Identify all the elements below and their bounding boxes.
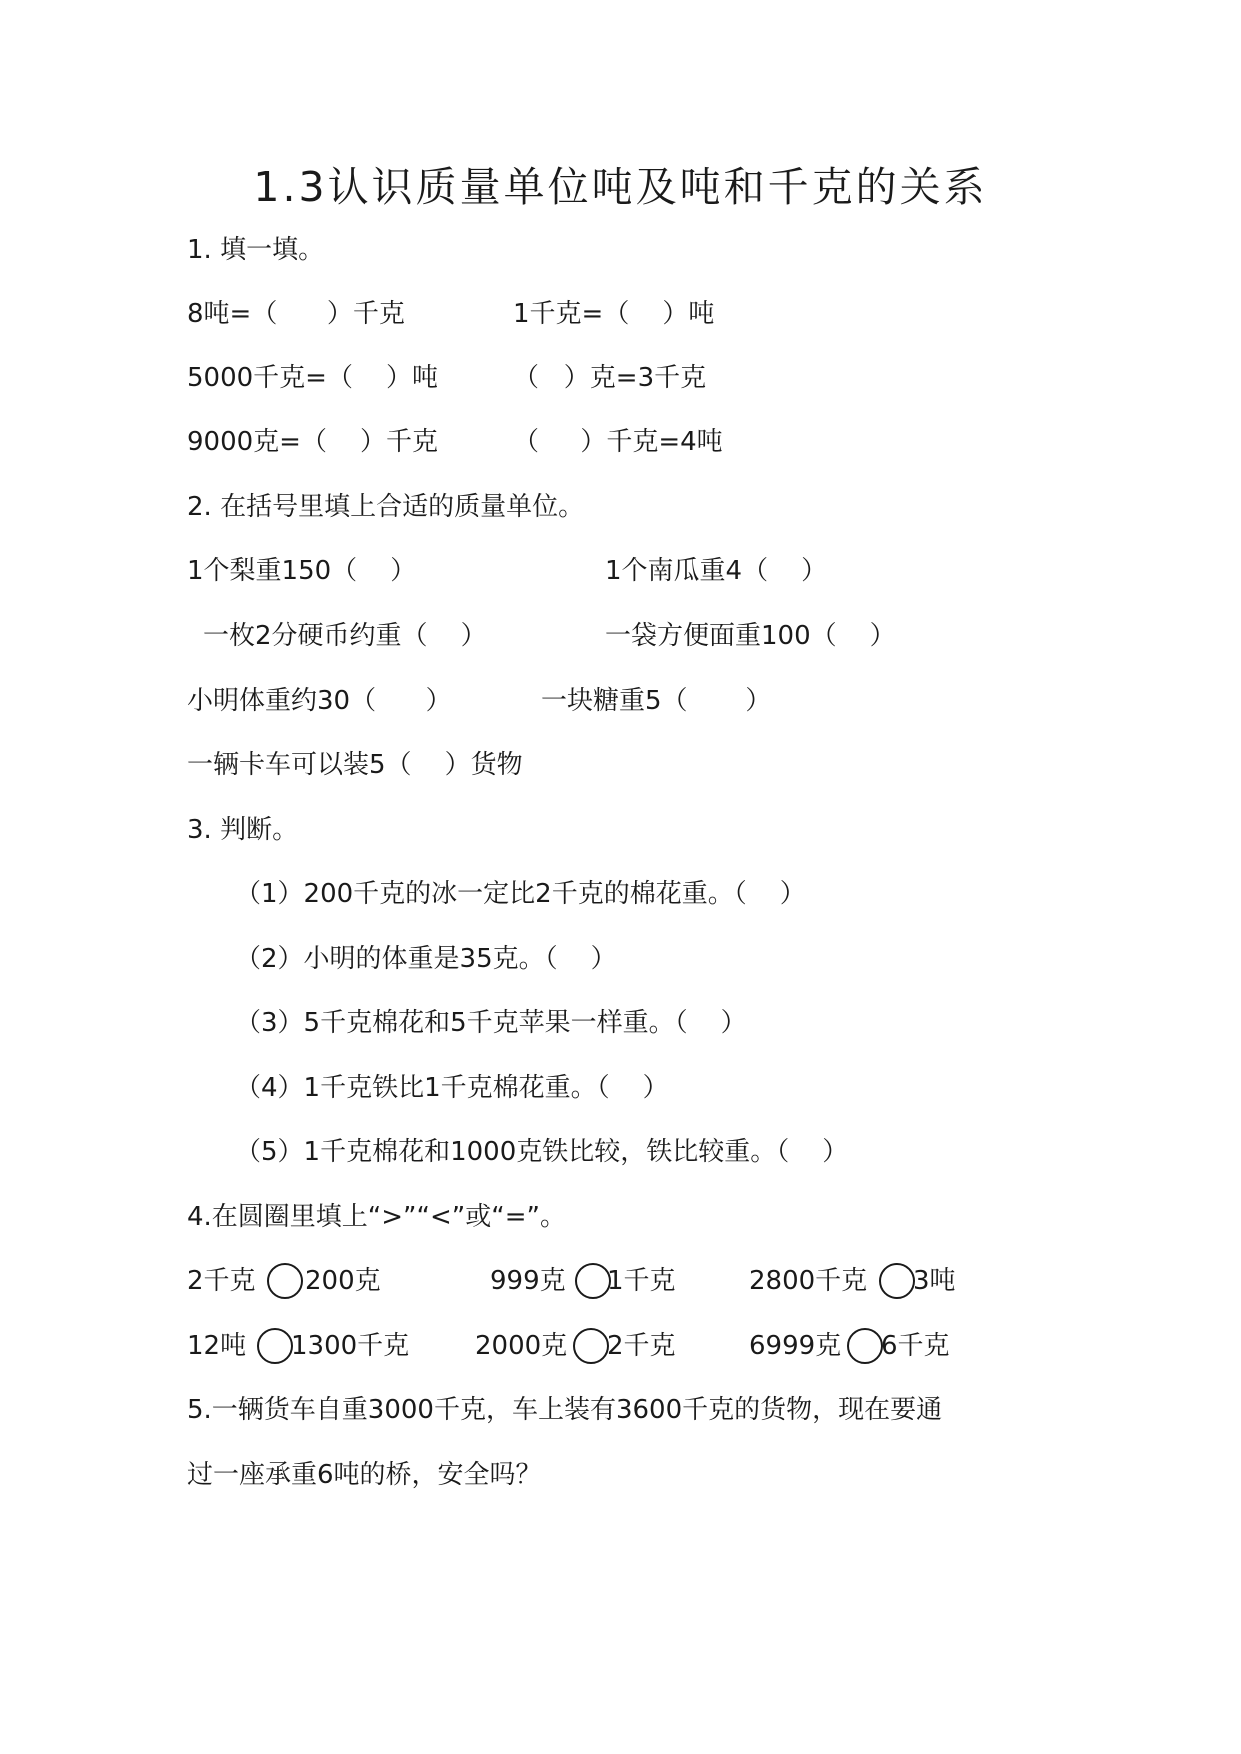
compare-right: 1300千克 — [291, 1331, 410, 1361]
compare-circle[interactable] — [573, 1328, 609, 1364]
fill-item: （ ）克=3千克 — [513, 363, 707, 393]
compare-right: 200克 — [305, 1266, 381, 1296]
compare-left: 6999克 — [749, 1331, 842, 1361]
compare-left: 2800千克 — [749, 1266, 868, 1296]
problem-line: 过一座承重6吨的桥，安全吗？ — [187, 1460, 542, 1490]
fill-item: （ ）千克=4吨 — [513, 427, 723, 457]
unit-item: 1个南瓜重4（ ） — [605, 556, 828, 586]
section-1-heading: 1. 填一填。 — [187, 235, 325, 265]
compare-circle[interactable] — [847, 1328, 883, 1364]
compare-left: 999克 — [490, 1266, 566, 1296]
compare-circle[interactable] — [257, 1328, 293, 1364]
compare-right: 3吨 — [913, 1266, 956, 1296]
fill-item: 5000千克=（ ）吨 — [187, 363, 439, 393]
judge-item: （1）200千克的冰一定比2千克的棉花重。（ ） — [235, 879, 806, 909]
problem-line: 5.一辆货车自重3000千克，车上装有3600千克的货物，现在要通 — [187, 1395, 943, 1425]
fill-item: 1千克=（ ）吨 — [513, 299, 715, 329]
unit-item: 一块糖重5（ ） — [541, 686, 772, 716]
compare-right: 2千克 — [607, 1331, 676, 1361]
compare-circle[interactable] — [879, 1263, 915, 1299]
compare-circle[interactable] — [575, 1263, 611, 1299]
compare-right: 6千克 — [881, 1331, 950, 1361]
compare-left: 12吨 — [187, 1331, 247, 1361]
judge-item: （3）5千克棉花和5千克苹果一样重。（ ） — [235, 1008, 747, 1038]
judge-item: （2）小明的体重是35克。（ ） — [235, 944, 617, 974]
page-title: 1.3认识质量单位吨及吨和千克的关系 — [253, 163, 988, 211]
unit-item: 1个梨重150（ ） — [187, 556, 417, 586]
fill-item: 9000克=（ ）千克 — [187, 427, 439, 457]
unit-item: 小明体重约30（ ） — [187, 686, 452, 716]
compare-left: 2000克 — [475, 1331, 568, 1361]
compare-right: 1千克 — [607, 1266, 676, 1296]
section-4-heading: 4.在圆圈里填上“>”“<”或“=”。 — [187, 1202, 566, 1232]
unit-item: 一辆卡车可以装5（ ）货物 — [187, 750, 523, 780]
unit-item: 一袋方便面重100（ ） — [605, 621, 896, 651]
judge-item: （4）1千克铁比1千克棉花重。（ ） — [235, 1073, 669, 1103]
compare-circle[interactable] — [267, 1263, 303, 1299]
unit-item: 一枚2分硬币约重（ ） — [203, 621, 487, 651]
compare-left: 2千克 — [187, 1266, 256, 1296]
fill-item: 8吨=（ ）千克 — [187, 299, 405, 329]
section-2-heading: 2. 在括号里填上合适的质量单位。 — [187, 492, 585, 522]
judge-item: （5）1千克棉花和1000克铁比较，铁比较重。（ ） — [235, 1137, 849, 1167]
section-3-heading: 3. 判断。 — [187, 815, 299, 845]
